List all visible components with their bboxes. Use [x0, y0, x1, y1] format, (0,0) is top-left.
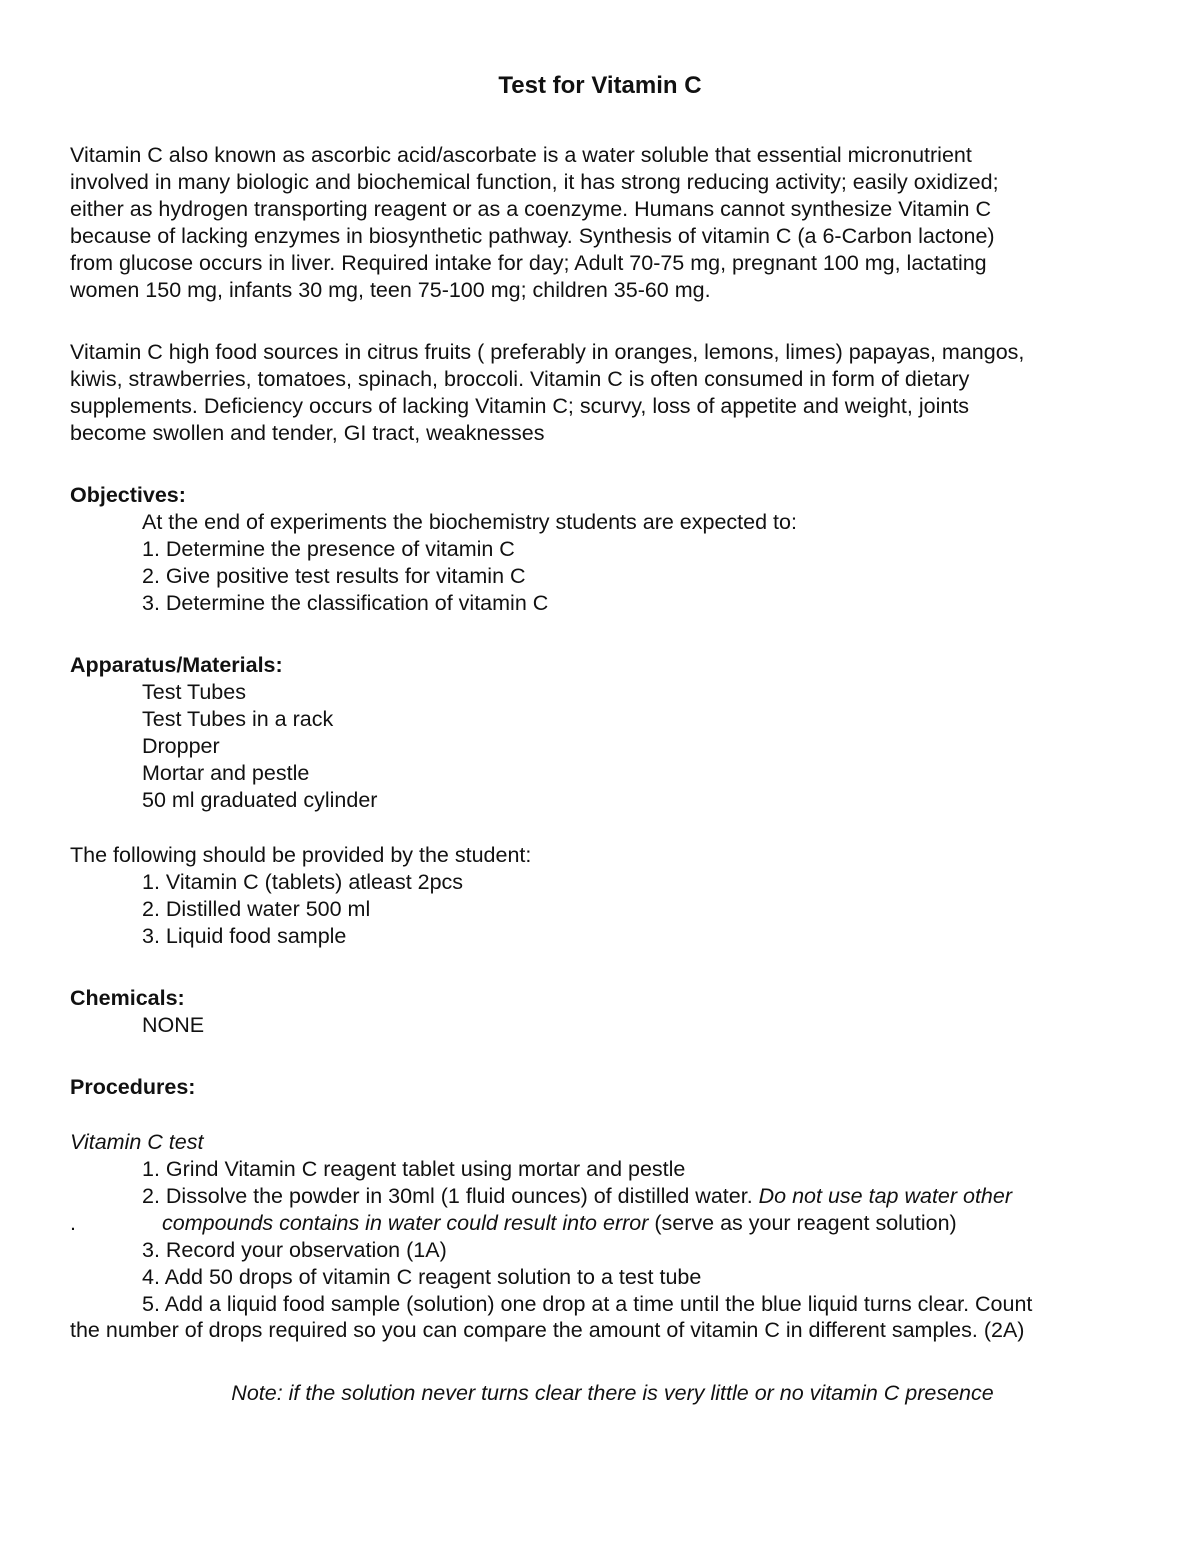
intro-line: involved in many biologic and biochemical function, it has strong reducing activity; easily oxidized;: [70, 170, 999, 194]
student-provided-list: [70, 869, 1140, 950]
note-text: Note: if the solution never turns clear there is very little or no vitamin C presence: [231, 1381, 994, 1405]
intro-paragraph-1: [70, 142, 1140, 304]
intro-line: become swollen and tender, GI tract, weaknesses: [70, 421, 545, 445]
list-item: Dropper: [142, 734, 220, 758]
apparatus-heading: Apparatus/Materials:: [70, 653, 283, 677]
procedures-heading: Procedures:: [70, 1075, 196, 1099]
procedures-steps: [70, 1156, 1140, 1345]
list-item: 2. Give positive test results for vitamin C: [142, 564, 526, 588]
procedure-step-warning: compounds contains in water could result into error: [162, 1211, 649, 1235]
procedure-step-continuation: the number of drops required so you can compare the amount of vitamin C in different samples. (2A): [70, 1318, 1025, 1342]
procedures-subheading: Vitamin C test: [70, 1130, 204, 1154]
procedure-step-warning: Do not use tap water other: [758, 1184, 1013, 1208]
list-item: Mortar and pestle: [142, 761, 310, 785]
intro-line: Vitamin C high food sources in citrus fruits ( preferably in oranges, lemons, limes) papayas, mangos,: [70, 340, 1025, 364]
chemicals-list: [70, 1012, 1140, 1039]
list-item: Test Tubes in a rack: [142, 707, 334, 731]
list-item: 3. Liquid food sample: [142, 924, 347, 948]
list-item: 50 ml graduated cylinder: [142, 788, 378, 812]
intro-line: either as hydrogen transporting reagent or as a coenzyme. Humans cannot synthesize Vitamin C: [70, 197, 992, 221]
stray-dot: .: [70, 1211, 76, 1235]
procedure-step: 1. Grind Vitamin C reagent tablet using mortar and pestle: [142, 1157, 686, 1181]
procedure-step-continuation: [70, 1210, 1140, 1237]
list-item: 1. Determine the presence of vitamin C: [142, 537, 515, 561]
student-provided-lead: The following should be provided by the student:: [70, 843, 532, 867]
intro-line: Vitamin C also known as ascorbic acid/ascorbate is a water soluble that essential micronutrient: [70, 143, 972, 167]
intro-paragraph-2: [70, 339, 1140, 447]
intro-line: because of lacking enzymes in biosynthetic pathway. Synthesis of vitamin C (a 6-Carbon lactone): [70, 224, 995, 248]
list-item: Test Tubes: [142, 680, 246, 704]
intro-line: supplements. Deficiency occurs of lacking Vitamin C; scurvy, loss of appetite and weight, joints: [70, 394, 970, 418]
intro-line: women 150 mg, infants 30 mg, teen 75-100 mg; children 35-60 mg.: [70, 278, 711, 302]
apparatus-list: [70, 679, 1140, 814]
procedure-step: [70, 1183, 1140, 1210]
list-item: 1. Vitamin C (tablets) atleast 2pcs: [142, 870, 464, 894]
list-item: 3. Determine the classification of vitamin C: [142, 591, 549, 615]
objectives-heading: Objectives:: [70, 483, 186, 507]
procedure-step: 4. Add 50 drops of vitamin C reagent solution to a test tube: [142, 1265, 702, 1289]
objectives-list: [70, 509, 1140, 617]
procedure-step-text: 2. Dissolve the powder in 30ml (1 fluid ounces) of distilled water.: [142, 1184, 759, 1208]
intro-line: from glucose occurs in liver. Required intake for day; Adult 70-75 mg, pregnant 100 mg, lactating: [70, 251, 987, 275]
chemicals-heading: Chemicals:: [70, 986, 185, 1010]
procedure-step: 3. Record your observation (1A): [142, 1238, 447, 1262]
list-item: 2. Distilled water 500 ml: [142, 897, 371, 921]
intro-line: kiwis, strawberries, tomatoes, spinach, broccoli. Vitamin C is often consumed in form of dietary: [70, 367, 970, 391]
objectives-lead: At the end of experiments the biochemistry students are expected to:: [142, 510, 797, 534]
page-title: Test for Vitamin C: [498, 72, 702, 99]
procedure-step: 5. Add a liquid food sample (solution) one drop at a time until the blue liquid turns clear. Count: [142, 1292, 1033, 1316]
chemicals-value: NONE: [142, 1013, 205, 1037]
procedure-step-text: (serve as your reagent solution): [648, 1211, 957, 1235]
